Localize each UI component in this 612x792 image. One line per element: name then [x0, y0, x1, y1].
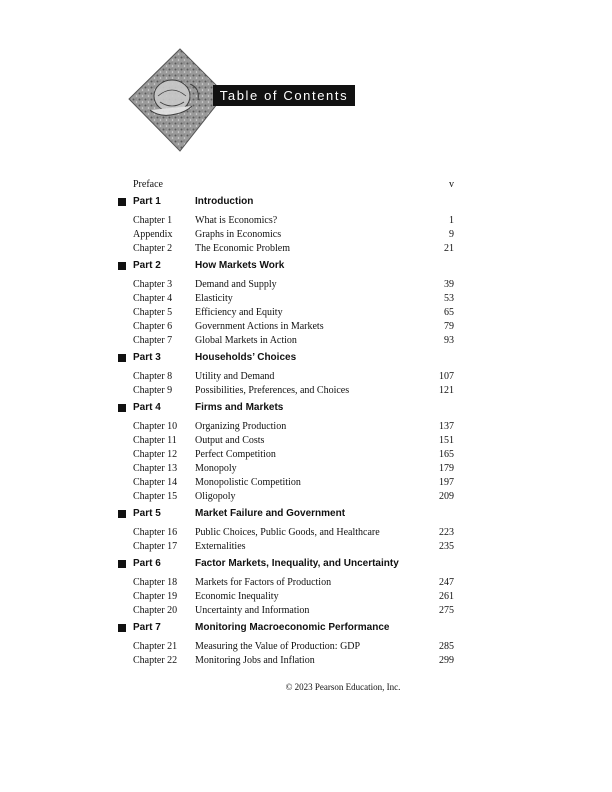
toc-entry[interactable] [118, 242, 456, 256]
entry-title: Demand and Supply [195, 279, 277, 290]
toc-entry[interactable] [118, 590, 456, 604]
entry-title: Monopoly [195, 463, 237, 474]
square-bullet-icon [118, 510, 126, 518]
copyright-footer: © 2023 Pearson Education, Inc. [285, 682, 401, 692]
table-of-contents [118, 178, 456, 668]
square-bullet-icon [118, 198, 126, 206]
entry-label: Chapter 1 [133, 215, 173, 226]
part-title: Market Failure and Government [195, 508, 346, 519]
entry-title: Monopolistic Competition [195, 477, 301, 488]
part-label: Part 2 [133, 260, 161, 271]
entry-label: Chapter 18 [133, 577, 178, 588]
entry-page-number: 21 [444, 243, 454, 254]
entry-label: Chapter 8 [133, 371, 173, 382]
part-title: How Markets Work [195, 260, 285, 271]
entry-label: Preface [133, 179, 163, 190]
entry-label: Chapter 22 [133, 655, 178, 666]
toc-entry[interactable] [118, 334, 456, 348]
entry-page-number: 285 [439, 641, 454, 652]
entry-page-number: 121 [439, 385, 454, 396]
entry-label: Chapter 6 [133, 321, 173, 332]
page-title: Table of Contents [213, 85, 355, 106]
entry-label: Chapter 14 [133, 477, 178, 488]
part-heading[interactable] [118, 620, 456, 636]
toc-entry[interactable] [118, 490, 456, 504]
part-heading[interactable] [118, 506, 456, 522]
entry-label: Chapter 12 [133, 449, 178, 460]
entry-page-number: 9 [449, 229, 454, 240]
entry-label: Chapter 7 [133, 335, 173, 346]
toc-entry[interactable] [118, 476, 456, 490]
entry-label: Appendix [133, 229, 173, 240]
toc-entry[interactable] [118, 292, 456, 306]
part-heading[interactable] [118, 258, 456, 274]
toc-entry[interactable] [118, 640, 456, 654]
entry-title: Measuring the Value of Production: GDP [195, 641, 361, 652]
entry-label: Chapter 9 [133, 385, 173, 396]
entry-title: Markets for Factors of Production [195, 577, 332, 588]
entry-title: Oligopoly [195, 491, 236, 502]
toc-entry-preface[interactable] [118, 178, 456, 192]
entry-title: Elasticity [195, 293, 233, 304]
part-label: Part 5 [133, 508, 161, 519]
entry-label: Chapter 11 [133, 435, 177, 446]
entry-title: Global Markets in Action [195, 335, 297, 346]
entry-page-number: 53 [444, 293, 454, 304]
toc-entry[interactable] [118, 214, 456, 228]
entry-title: Government Actions in Markets [195, 321, 324, 332]
entry-page-number: 261 [439, 591, 454, 602]
entry-page-number: 275 [439, 605, 454, 616]
entry-title: Graphs in Economics [195, 229, 282, 240]
entry-title: What is Economics? [195, 215, 278, 226]
entry-title: Externalities [195, 541, 246, 552]
entry-title: Uncertainty and Information [195, 605, 310, 616]
entry-page-number: 39 [444, 279, 454, 290]
part-label: Part 4 [133, 402, 161, 413]
toc-entry[interactable] [118, 306, 456, 320]
entry-page-number: 197 [439, 477, 454, 488]
entry-page-number: 1 [449, 215, 454, 226]
entry-title: The Economic Problem [195, 243, 290, 254]
entry-page-number: 151 [439, 435, 454, 446]
toc-entry[interactable] [118, 384, 456, 398]
part-title: Households’ Choices [195, 352, 297, 363]
entry-page-number: 299 [439, 655, 454, 666]
part-heading[interactable] [118, 194, 456, 210]
toc-entry[interactable] [118, 540, 456, 554]
square-bullet-icon [118, 404, 126, 412]
toc-entry[interactable] [118, 434, 456, 448]
entry-page-number: 165 [439, 449, 454, 460]
entry-title: Possibilities, Preferences, and Choices [195, 385, 350, 396]
toc-entry[interactable] [118, 278, 456, 292]
toc-entry[interactable] [118, 526, 456, 540]
part-title: Factor Markets, Inequality, and Uncertainty [195, 558, 399, 569]
entry-label: Chapter 17 [133, 541, 178, 552]
entry-page-number: 65 [444, 307, 454, 318]
entry-label: Chapter 21 [133, 641, 178, 652]
entry-label: Chapter 2 [133, 243, 173, 254]
square-bullet-icon [118, 262, 126, 270]
entry-title: Efficiency and Equity [195, 307, 283, 318]
entry-label: Chapter 4 [133, 293, 173, 304]
entry-page-number: 223 [439, 527, 454, 538]
part-title: Firms and Markets [195, 402, 284, 413]
entry-title: Economic Inequality [195, 591, 279, 602]
square-bullet-icon [118, 624, 126, 632]
part-heading[interactable] [118, 556, 456, 572]
entry-page-number: 79 [444, 321, 454, 332]
toc-entry[interactable] [118, 448, 456, 462]
part-title: Introduction [195, 196, 254, 207]
entry-page-number: 93 [444, 335, 454, 346]
entry-page-number: 107 [439, 371, 454, 382]
toc-entry[interactable] [118, 604, 456, 618]
entry-label: Chapter 20 [133, 605, 178, 616]
entry-page-number: 235 [439, 541, 454, 552]
toc-entry[interactable] [118, 462, 456, 476]
entry-label: Chapter 5 [133, 307, 173, 318]
entry-title: Public Choices, Public Goods, and Healthcare [195, 527, 380, 538]
entry-page-number: v [449, 179, 454, 190]
square-bullet-icon [118, 560, 126, 568]
part-title: Monitoring Macroeconomic Performance [195, 622, 390, 633]
part-label: Part 1 [133, 196, 161, 207]
entry-label: Chapter 10 [133, 421, 178, 432]
entry-page-number: 179 [439, 463, 454, 474]
entry-page-number: 209 [439, 491, 454, 502]
part-label: Part 7 [133, 622, 161, 633]
toc-entry[interactable] [118, 420, 456, 434]
entry-title: Monitoring Jobs and Inflation [195, 655, 315, 666]
toc-entry[interactable] [118, 320, 456, 334]
entry-label: Chapter 15 [133, 491, 178, 502]
entry-title: Utility and Demand [195, 371, 275, 382]
entry-label: Chapter 16 [133, 527, 178, 538]
entry-label: Chapter 3 [133, 279, 173, 290]
toc-entry[interactable] [118, 228, 456, 242]
part-label: Part 3 [133, 352, 161, 363]
entry-title: Perfect Competition [195, 449, 276, 460]
entry-page-number: 247 [439, 577, 454, 588]
entry-title: Organizing Production [195, 421, 287, 432]
toc-entry[interactable] [118, 654, 456, 668]
toc-entry[interactable] [118, 576, 456, 590]
entry-page-number: 137 [439, 421, 454, 432]
part-heading[interactable] [118, 350, 456, 366]
toc-entry[interactable] [118, 370, 456, 384]
entry-title: Output and Costs [195, 435, 265, 446]
square-bullet-icon [118, 354, 126, 362]
entry-label: Chapter 13 [133, 463, 178, 474]
part-heading[interactable] [118, 400, 456, 416]
part-label: Part 6 [133, 558, 161, 569]
entry-label: Chapter 19 [133, 591, 178, 602]
